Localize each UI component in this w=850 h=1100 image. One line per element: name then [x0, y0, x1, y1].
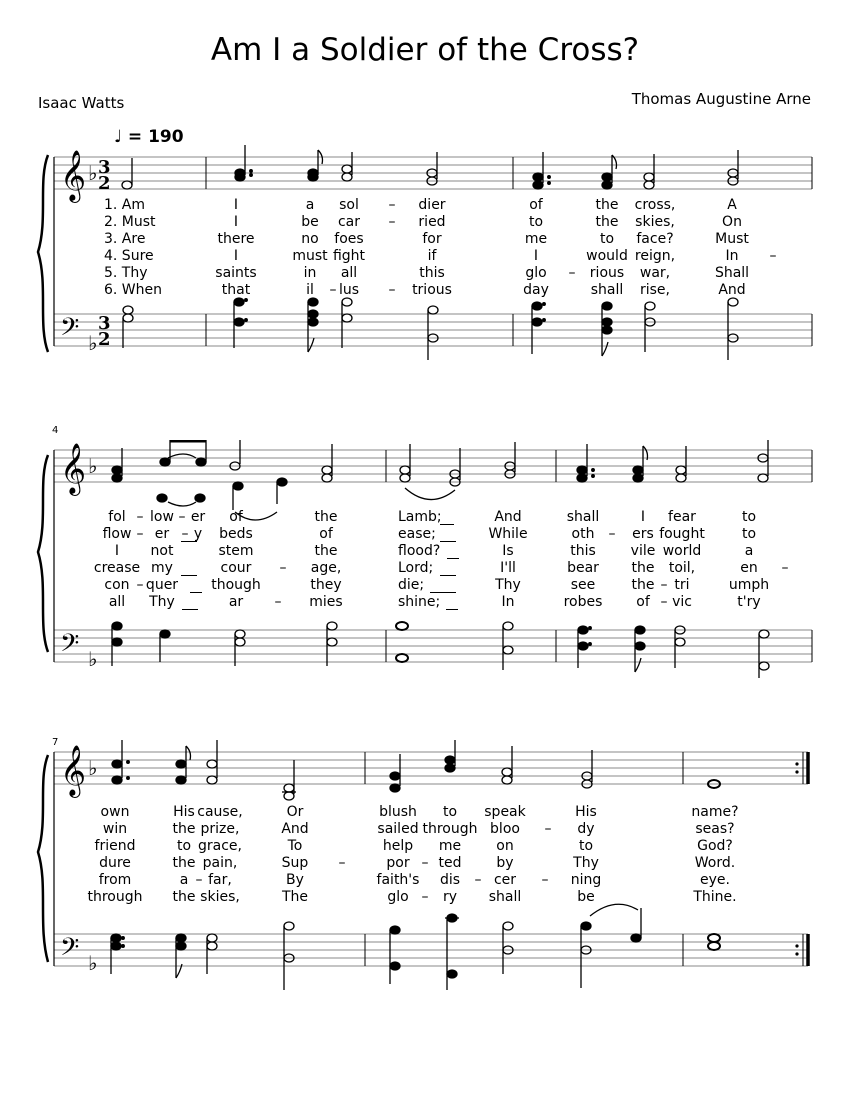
lyric-column: of to me I glo day — [523, 197, 549, 298]
lyric-column: own win friend dure from through — [87, 804, 143, 905]
flat-icon: ♭ — [88, 331, 98, 355]
lyric-column: to to a en umph t'ry — [728, 509, 770, 610]
lyric-column: And While Is I'll Thy In — [488, 509, 528, 610]
flat-icon: ♭ — [88, 454, 98, 478]
lyric-hyphens: – – – — [388, 197, 396, 298]
lyric-column: shall oth this bear see robes — [563, 509, 603, 610]
lyric-column: name? seas? God? Word. eye. Thine. — [691, 804, 739, 905]
tempo-marking: ♩ = 190 — [114, 127, 184, 147]
lyric-column: I ers vile the the of — [630, 509, 656, 610]
lyric-column: blush sailed help por faith's glo — [376, 804, 420, 905]
extender-line — [440, 575, 456, 576]
measure-number-7: 7 — [52, 737, 59, 748]
bass-clef-icon: 𝄢 — [60, 313, 80, 348]
composer: Thomas Augustine Arne — [631, 90, 811, 108]
extender-line — [447, 558, 459, 559]
lyric-column: Lamb; ease; flood? Lord; die; shine; — [398, 509, 442, 610]
lyric-verse-labels: 1. Am 2. Must 3. Are 4. Sure 5. Thy 6. When — [104, 197, 163, 298]
brace-icon — [38, 455, 48, 652]
lyric-column: His dy to Thy ning be — [570, 804, 602, 905]
svg-text:3: 3 — [98, 157, 111, 178]
bass-clef-icon: 𝄢 — [60, 629, 80, 664]
svg-text:3: 3 — [98, 313, 111, 334]
extender-line — [190, 592, 202, 593]
lyric-column: cause, prize, grace, pain, far, skies, — [197, 804, 243, 905]
lyric-column: dier ried for if this trious — [412, 197, 452, 298]
brace-icon — [38, 155, 48, 352]
flat-icon: ♭ — [88, 647, 98, 671]
treble-clef-icon: 𝄞 — [60, 150, 87, 201]
flat-icon: ♭ — [88, 756, 98, 780]
extender-line — [181, 541, 197, 542]
lyric-column: sol car foes fight all lus — [332, 197, 366, 298]
lyric-column: fol flow I crease con all — [93, 509, 141, 610]
flat-icon: ♭ — [88, 161, 98, 185]
lyric-column: cross, skies, face? reign, war, rise, — [634, 197, 676, 298]
extender-line — [430, 592, 456, 593]
lyric-column: I I there I saints that — [215, 197, 257, 298]
page-title: Am I a Soldier of the Cross? — [210, 32, 640, 68]
flat-icon: ♭ — [88, 951, 98, 975]
svg-text:2: 2 — [98, 173, 111, 194]
treble-clef-icon: 𝄞 — [60, 745, 87, 796]
lyric-column: speak bloo on by cer shall — [484, 804, 526, 905]
extender-line — [182, 609, 198, 610]
lyric-column: the of the age, they mies — [309, 509, 343, 610]
lyric-column: the the to would rious shall — [586, 197, 628, 298]
lyric-column: Or And To Sup By The — [281, 804, 309, 905]
extender-line — [440, 541, 456, 542]
lyric-column: to through me ted dis ry — [422, 804, 478, 905]
measure-number-4: 4 — [52, 425, 59, 436]
bass-clef-icon: 𝄢 — [60, 933, 80, 968]
extender-line — [446, 609, 458, 610]
lyric-column: His the to the a the — [172, 804, 196, 905]
lyric-column: a be no must in il — [292, 197, 328, 298]
brace-icon — [38, 755, 48, 962]
lyric-column: of beds stem cour though ar — [211, 509, 261, 610]
repeat-dots-icon — [795, 762, 798, 765]
extender-line — [440, 524, 454, 525]
extender-line — [181, 575, 197, 576]
lyric-column: fear fought world toil, tri vic — [659, 509, 705, 610]
lyric-column: er y — [190, 509, 206, 542]
svg-text:2: 2 — [98, 329, 111, 350]
lyricist: Isaac Watts — [38, 94, 125, 112]
lyric-column: A On Must In Shall And — [714, 197, 750, 298]
lyric-column: low er not my quer Thy — [145, 509, 179, 610]
treble-clef-icon: 𝄞 — [60, 443, 87, 494]
